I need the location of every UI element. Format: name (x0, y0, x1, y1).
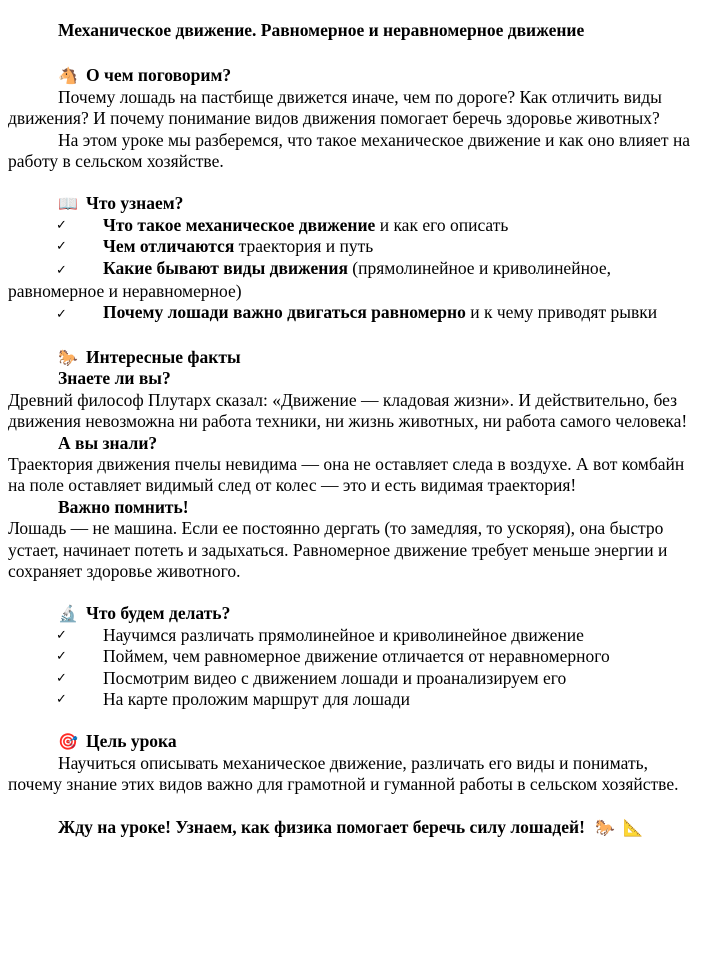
checkmark-icon: ✓ (56, 627, 67, 643)
list-item: ✓ Посмотрим видео с движением лошади и проанализируем его (8, 668, 694, 689)
list-item: ✓ Научимся различать прямолинейное и криволинейное движение (8, 625, 694, 646)
triangle-ruler-icon: 📐 (623, 817, 644, 837)
section-heading-discuss (8, 65, 694, 86)
list-item: ✓ Что такое механическое движение и как его описать (8, 215, 694, 236)
section-heading-facts (8, 347, 694, 368)
section-title: Интересные факты (86, 346, 241, 367)
list-item: ✓ Чем отличаются траектория и путь (8, 236, 694, 257)
checkmark-icon: ✓ (56, 262, 67, 278)
list-item: ✓ Почему лошади важно двигаться равномерно и к чему приводят рывки (8, 302, 694, 325)
checkmark-icon: ✓ (56, 217, 67, 233)
horse-icon: 🐎 (595, 817, 616, 837)
fact-text: Лошадь — не машина. Если ее постоянно дергать (то замедляя, то ускоряя), она быстро устает, начинает потеть и задыхаться. Равномерное движение требует меньше энергии и сохраняет здоровье животного. (8, 518, 668, 581)
fact-title: А вы знали? (58, 432, 158, 453)
open-book-icon: 📖 (58, 194, 78, 214)
checkmark-icon: ✓ (56, 670, 67, 686)
section-title: Что будем делать? (86, 603, 231, 624)
section-heading-learn (8, 193, 694, 214)
checkmark-icon: ✓ (56, 239, 67, 255)
horse-face-icon: 🐴 (58, 66, 78, 86)
paragraph: Научиться описывать механическое движение, различать его виды и понимать, почему знание этих видов важно для грамотной и гуманной работы в сельском хозяйстве. (8, 752, 679, 795)
horse-icon: 🐎 (58, 347, 78, 367)
fact-title: Важно помнить! (58, 496, 189, 517)
paragraph: На этом уроке мы разберемся, что такое механическое движение и как оно влияет на работу в сельском хозяйстве. (8, 129, 691, 172)
microscope-icon: 🔬 (58, 604, 78, 624)
checkmark-icon: ✓ (56, 691, 67, 707)
document-title: Механическое движение. Равномерное и неравномерное движение (58, 20, 585, 40)
fact-title: Знаете ли вы? (58, 368, 171, 389)
list-item: ✓ На карте проложим маршрут для лошади (8, 689, 694, 710)
target-icon: 🎯 (58, 732, 78, 752)
checkmark-icon: ✓ (56, 649, 67, 665)
section-heading-goal (8, 731, 694, 752)
section-title: Цель урока (86, 731, 177, 752)
fact-text: Древний философ Плутарх сказал: «Движение — кладовая жизни». И действительно, без движения невозможна ни работа техники, ни жизнь животных, ни работа самого человека! (8, 389, 688, 432)
list-item: ✓ Какие бывают виды движения (прямолинейное и криволинейное, равномерное и неравномерное) (8, 257, 612, 302)
fact-text: Траектория движения пчелы невидима — она не оставляет следа в воздухе. А вот комбайн на поле оставляет видимый след от колес — это и есть видимая траектория! (8, 453, 685, 496)
section-title: О чем поговорим? (86, 65, 232, 86)
section-heading-activities (8, 603, 694, 624)
closing-line: Жду на уроке! Узнаем, как физика помогает беречь силу лошадей! 🐎 📐 (8, 817, 694, 838)
paragraph: Почему лошадь на пастбище движется иначе, чем по дороге? Как отличить виды движения? И почему понимание видов движения помогает беречь здоровье животных? (8, 86, 662, 129)
section-title: Что узнаем? (86, 193, 184, 214)
list-item: ✓ Поймем, чем равномерное движение отличается от неравномерного (8, 646, 694, 667)
checkmark-icon: ✓ (56, 307, 67, 323)
